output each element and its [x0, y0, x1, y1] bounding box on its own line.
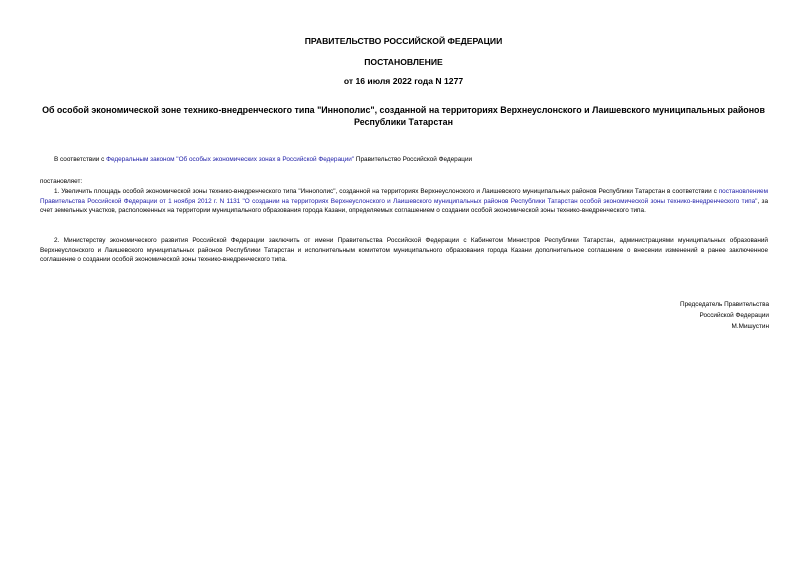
item-1-paragraph — [40, 187, 768, 216]
document-title: Об особой экономической зоне технико-внедренческого типа "Иннополис", созданной на территориях Верхнеуслонского и Лаишевского муниципальных районов Республики Татарстан — [42, 105, 765, 127]
item-2-paragraph: 2. Министерству экономического развития Российской Федерации заключить от имени Правительства Российской Федерации с Кабинетом Министров Республики Татарстан, администрациями муниципальных образований Верхнеуслонского и Лаишевского муниципальных районов Республики Татарстан и исполнительным комитетом муниципального образования города Казани дополнительное соглашение о внесении изменений в ранее заключенное соглашение о создании особой экономической зоны технико-внедренческого типа. — [40, 237, 768, 264]
issuing-authority: ПРАВИТЕЛЬСТВО РОССИЙСКОЙ ФЕДЕРАЦИИ — [304, 36, 503, 46]
signatory-position: Председатель Правительства — [680, 301, 769, 308]
basis-suffix: Правительство Российской Федерации — [354, 156, 473, 163]
resolves-label: постановляет: — [40, 178, 83, 185]
document-type: ПОСТАНОВЛЕНИЕ — [364, 57, 443, 67]
signatory-organization: Российской Федерации — [699, 312, 769, 319]
document-date-number: от 16 июля 2022 года N 1277 — [343, 76, 464, 86]
government-resolution-link[interactable]: постановлением Правительства Российской Федерации от 1 ноября 2012 г. N 1131 "О создании на территориях Верхнеуслонского и Лаишевского муниципальных районов Республики Татарстан особой экономической зоны технико-внедренческого типа" — [40, 188, 768, 205]
item-1-suffix: , за счет земельных участков, расположенных на территории муниципального образования города Казани, определяемых соглашением о создании особой экономической зоны технико-внедренческого типа. — [40, 197, 768, 215]
basis-prefix: В соответствии с — [54, 156, 107, 163]
legal-basis-paragraph — [40, 155, 768, 165]
federal-law-link[interactable]: Федеральным законом "Об особых экономических зонах в Российской Федерации" — [106, 156, 355, 163]
item-1-prefix: 1. Увеличить площадь особой экономической зоны технико-внедренческого типа "Иннополис", созданной на территориях Верхнеуслонского и Лаишевского муниципальных районов Республики Татарстан в соответствии с — [54, 188, 719, 195]
signatory-name: М.Мишустин — [731, 323, 769, 330]
